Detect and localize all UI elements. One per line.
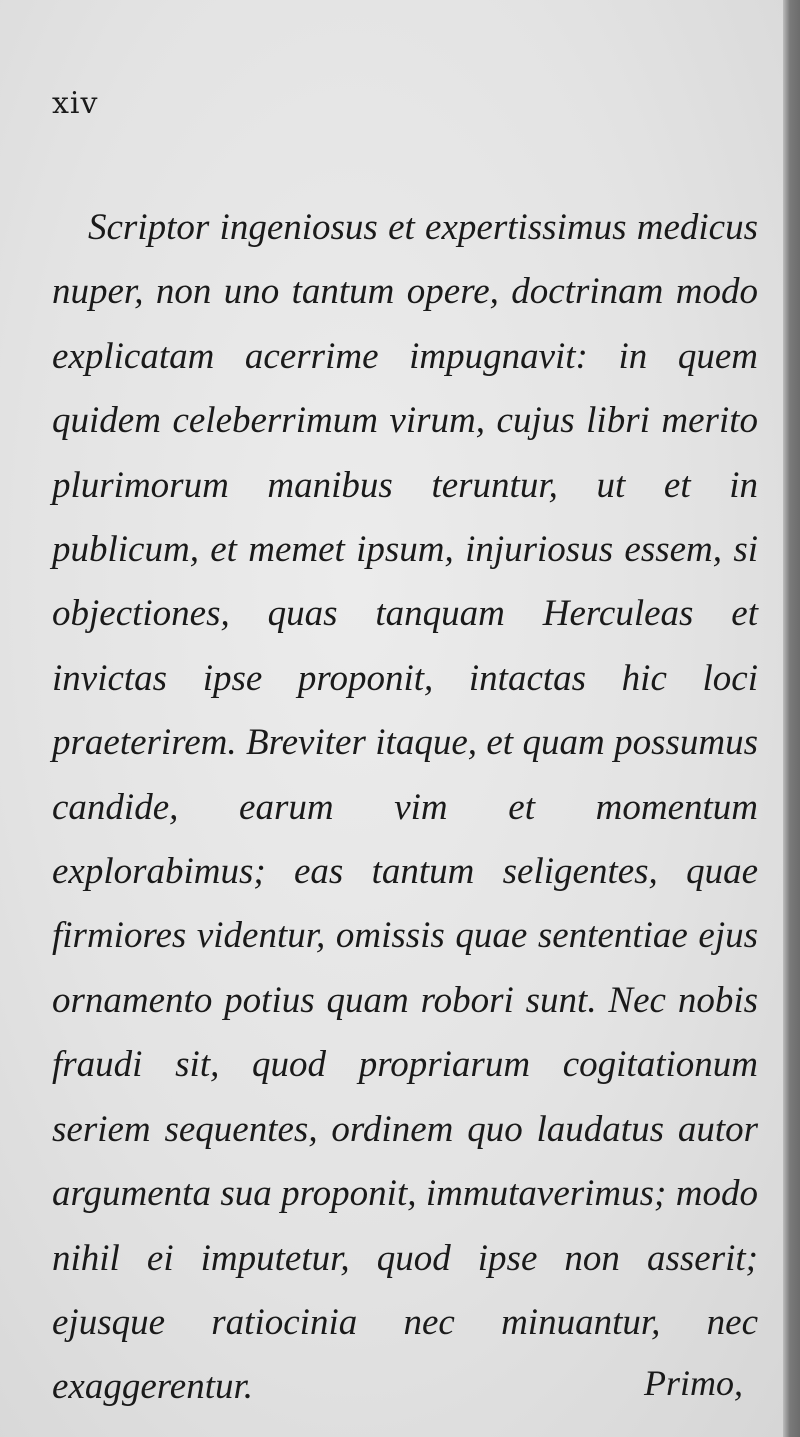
body-paragraph: Scriptor ingeniosus et expertissimus medicus nuper, non uno tantum opere, doctrinam modo explicatam acerrime impugnavit: in quem quidem celeberrimum virum, cujus libri merito plurimorum manibus teruntur, ut et in publicum, et memet ipsum, injuriosus essem, si objectiones, quas tanquam Herculeas et invictas ipse proponit, intactas hic loci praeterirem. Breviter itaque, et quam possumus candide, earum vim et momentum explorabimus; eas tantum seligentes, quae firmiores videntur, omissis quae sententiae ejus ornamento potius quam robori sunt. Nec nobis fraudi sit, quod propriarum cogitationum seriem sequentes, ordinem quo laudatus autor argumenta sua proponit, immutaverimus; modo nihil ei imputetur, quod ipse non asserit; ejusque ratiocinia nec minuantur, nec exaggerentur. xyxy=(52,207,758,1408)
page-number: xiv xyxy=(52,86,99,121)
page-edge-shadow xyxy=(783,0,800,1437)
catchword: Primo, xyxy=(644,1363,743,1403)
